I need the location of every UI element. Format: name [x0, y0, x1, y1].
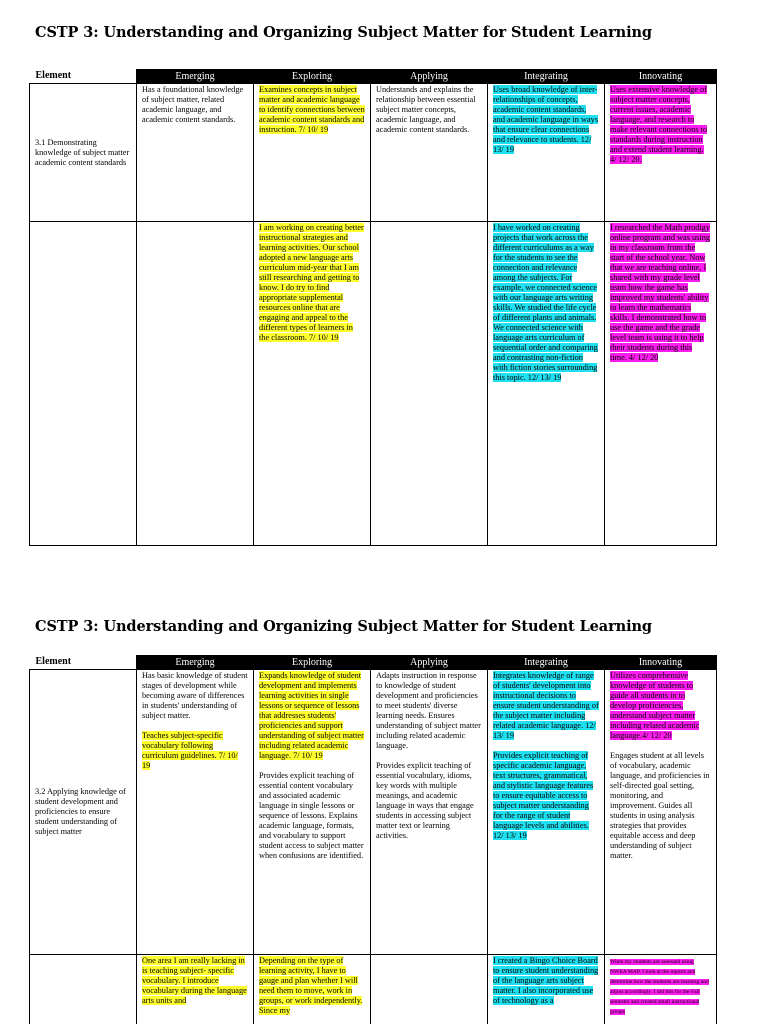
level-header-applying: Applying — [371, 656, 488, 670]
page-title: CSTP 3: Understanding and Organizing Subject Matter for Student Learning — [35, 24, 652, 41]
applying-cell — [371, 955, 488, 1024]
table-row — [30, 670, 717, 955]
highlighted-descriptor: Examines concepts in subject matter and academic language to identify connections between academic content standards and instruction. 7/ 10/ 19 — [259, 85, 365, 134]
highlighted-descriptor: Uses broad knowledge of inter-relationships of concepts, academic content standards, and academic language in ways that ensure clear connections and relevance to students. 12/ 13/ 19 — [493, 85, 599, 154]
reflection-text: Depending on the type of learning activity, I have to gauge and plan whether I will need them to move, work in groups, or work independently. Since my — [259, 956, 363, 1015]
emerging-cell — [137, 84, 254, 222]
exploring-cell — [254, 222, 371, 546]
descriptor-text: Understands and explains the relationship between essential subject matter concepts, academic language, and academic content standards. — [376, 85, 476, 134]
reflection-text: When my students are assessed using NWEA MAP, I look at the reports and determine how the students are learning and adjust accordingly. I did this for the Fall semester and created small instructional groups — [610, 959, 709, 1015]
highlighted-descriptor: Utilizes comprehensive knowledge of students to guide all students in to develop proficiencies, understand subject matter including related academic language.4/ 12/ 20 — [610, 671, 700, 740]
descriptor-text: Engages student at all levels of vocabulary, academic language, and proficiencies in self-directed goal setting, monitoring, and improvement. Guides all students in using analysis strategies that provides equitable access and deep understanding of subject matter. — [610, 751, 710, 860]
innovating-cell — [605, 670, 717, 955]
highlighted-descriptor: Provides explicit teaching of specific academic language, text structures, grammatical, and stylistic language features to ensure equitable access to subject matter understanding for the range of student language levels and abilities. 12/ 13/ 19 — [493, 751, 594, 840]
level-header-emerging: Emerging — [137, 656, 254, 670]
page-title: CSTP 3: Understanding and Organizing Subject Matter for Student Learning — [35, 618, 652, 635]
level-header-emerging: Emerging — [137, 70, 254, 84]
innovating-cell — [605, 955, 717, 1024]
reflection-text: One area I am really lacking in is teaching subject- specific vocabulary. I introduce vocabulary during the language arts units and — [142, 956, 247, 1005]
element-label: 3.1 Demonstrating knowledge of subject matter academic content standards — [35, 137, 130, 167]
integrating-cell — [488, 84, 605, 222]
element-cell — [30, 84, 137, 222]
reflection-text: I researched the Math prodigy online program and was using in my classroom from the start of the school year. Now that we are teaching online, I shared with my grade level team how the game has improved my students' ability to learn the mathematics skills. I demonstrated how to use the game and the grade level team is using it to help their students during this time. 4/ 12/ 20 — [610, 223, 711, 362]
descriptor-text: Provides explicit teaching of essential vocabulary, idioms, key words with multiple meanings, and academic language in ways that engage students in accessing subject matter text or learning activities. — [376, 761, 474, 840]
exploring-cell — [254, 955, 371, 1024]
standards-table — [29, 655, 717, 1024]
highlighted-descriptor: Integrates knowledge of range of students' development into instructional decisions to ensure student understanding of the subject matter including related academic language. 12/ 13/ 19 — [493, 671, 599, 740]
level-header-exploring: Exploring — [254, 656, 371, 670]
highlighted-descriptor: Uses extensive knowledge of subject matter concepts, current issues, academic language, and research to make relevant connections to standards during instruction and extend student learning. 4/ 12/ 20. — [610, 85, 708, 164]
table-row — [30, 955, 717, 1024]
level-header-applying: Applying — [371, 70, 488, 84]
table-header-row — [30, 656, 717, 670]
innovating-cell — [605, 222, 717, 546]
exploring-cell — [254, 670, 371, 955]
element-cell — [30, 222, 137, 546]
emerging-cell — [137, 955, 254, 1024]
level-header-integrating: Integrating — [488, 656, 605, 670]
reflection-text: I have worked on creating projects that work across the different curriculums as a way for the students to see the connection and relevance among the subjects. For example, we connected science with our language arts writing skills. We studied the life cycle of different plants and animals. We connected science with language arts curriculum of sequential order and comparing and contrasting non-fiction with fiction stories surrounding this topic. 12/ 13/ 19 — [493, 223, 598, 382]
reflection-text: I am working on creating better instructional strategies and learning activities. Our school adopted a new language arts curriculum mid-year that I am still researching and getting to know. I do try to find appropriate supplemental resources online that are engaging and appeal to the different types of learners in the classroom. 7/ 10/ 19 — [259, 223, 364, 342]
emerging-cell — [137, 222, 254, 546]
element-header: Element — [30, 70, 137, 84]
standards-table — [29, 69, 717, 546]
integrating-cell — [488, 222, 605, 546]
level-header-exploring: Exploring — [254, 70, 371, 84]
element-cell — [30, 670, 137, 955]
descriptor-text: Adapts instruction in response to knowledge of student development and proficiencies to meet students' diverse learning needs. Ensures understanding of subject matter including related academic language. — [376, 671, 481, 750]
descriptor-text: Provides explicit teaching of essential content vocabulary and associated academic language in single lessons or sequence of lessons. Explains academic language, formats, and vocabulary to support student access to subject matter when confusions are identified. — [259, 771, 364, 860]
level-header-innovating: Innovating — [605, 656, 717, 670]
applying-cell — [371, 222, 488, 546]
element-header: Element — [30, 656, 137, 670]
exploring-cell — [254, 84, 371, 222]
element-label: 3.2 Applying knowledge of student development and proficiencies to ensure student understanding of subject matter — [35, 787, 126, 836]
table-row — [30, 84, 717, 222]
table-row — [30, 222, 717, 546]
level-header-innovating: Innovating — [605, 70, 717, 84]
emerging-cell — [137, 670, 254, 955]
standards-page-2 — [0, 600, 768, 1024]
reflection-text: I created a Bingo Choice Board to ensure student understanding of the language arts subject matter. I also incorporated use of technology as a — [493, 956, 599, 1005]
highlighted-descriptor: Teaches subject-specific vocabulary following curriculum guidelines. 7/ 10/ 19 — [142, 731, 238, 770]
applying-cell — [371, 670, 488, 955]
descriptor-text: Has a foundational knowledge of subject matter, related academic language, and academic content standards. — [142, 85, 244, 124]
integrating-cell — [488, 670, 605, 955]
level-header-integrating: Integrating — [488, 70, 605, 84]
innovating-cell — [605, 84, 717, 222]
applying-cell — [371, 84, 488, 222]
table-header-row — [30, 70, 717, 84]
integrating-cell — [488, 955, 605, 1024]
element-cell — [30, 955, 137, 1024]
descriptor-text: Has basic knowledge of student stages of development while becoming aware of differences in students' understanding of subject matter. — [142, 671, 248, 720]
highlighted-descriptor: Expands knowledge of student development and implements learning activities in single lessons or sequence of lessons that addresses students' proficiencies and support understanding of subject matter including related academic language. 7/ 10/ 19 — [259, 671, 364, 760]
